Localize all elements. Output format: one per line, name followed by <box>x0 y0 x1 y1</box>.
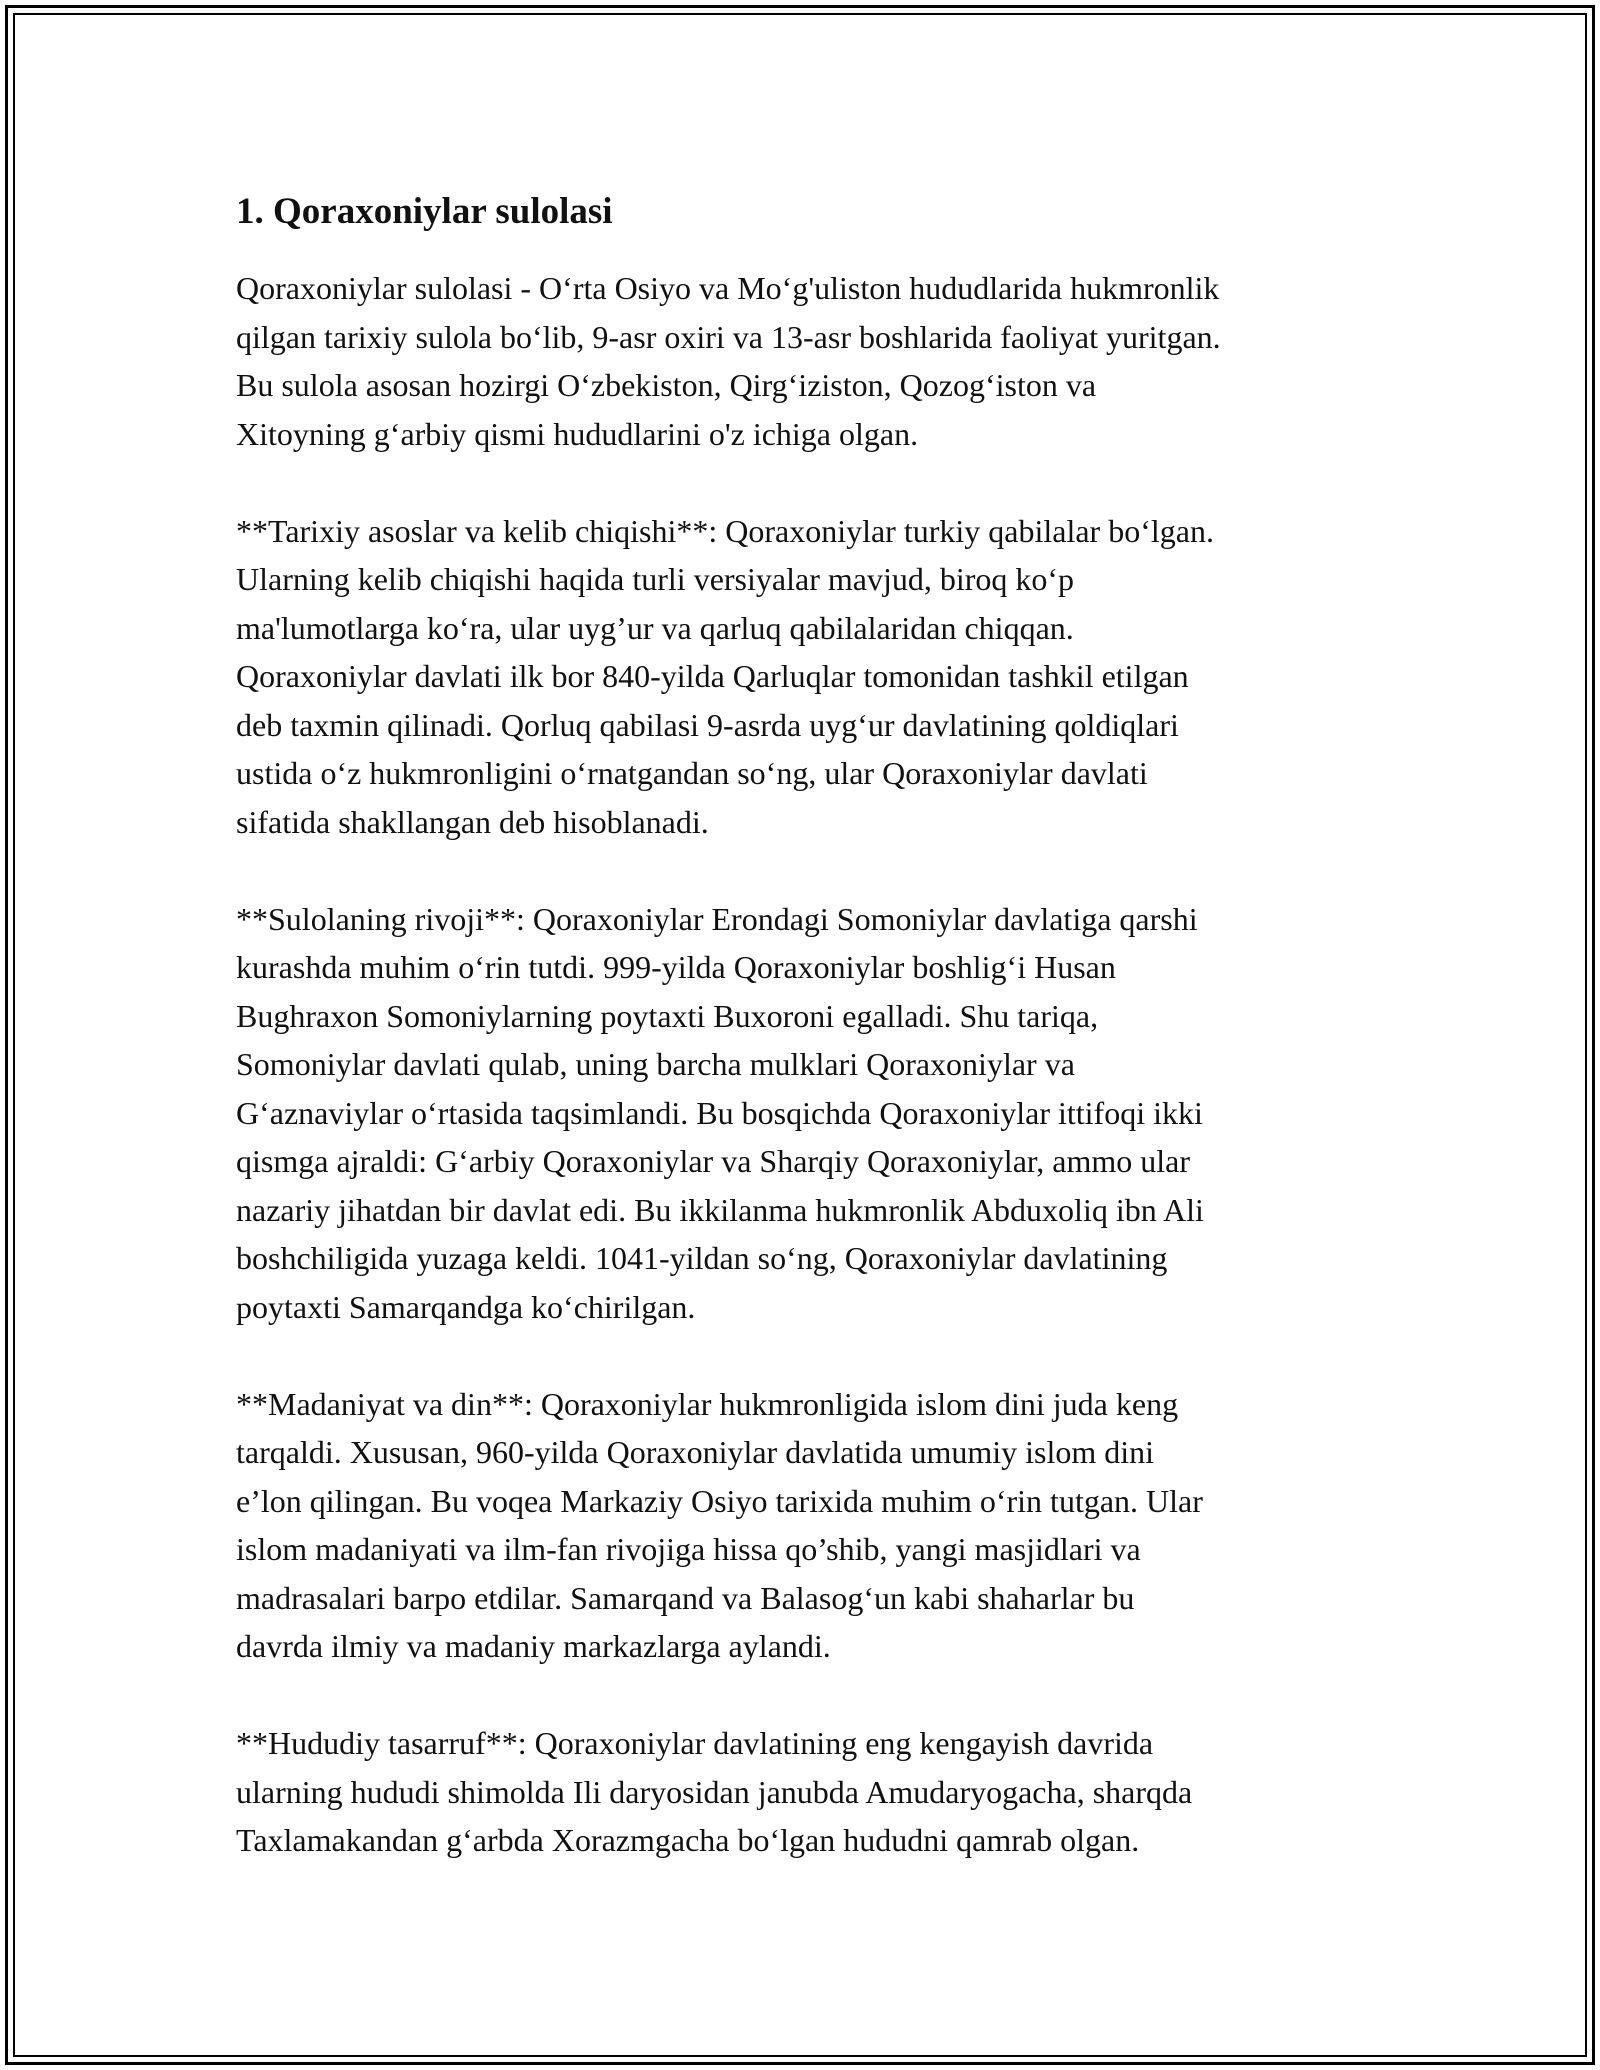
text-line: kurashda muhim o‘rin tutdi. 999-yilda Qoraxoniylar boshlig‘i Husan <box>236 949 1116 985</box>
text-line: Taxlamakandan g‘arbda Xorazmgacha bo‘lgan hududni qamrab olgan. <box>236 1822 1140 1858</box>
paragraph-culture-religion <box>236 1380 1386 1671</box>
paragraph-territory <box>236 1719 1386 1865</box>
text-line: islom madaniyati va ilm-fan rivojiga hissa qo’shib, yangi masjidlari va <box>236 1531 1141 1567</box>
text-line: qismga ajraldi: G‘arbiy Qoraxoniylar va Sharqiy Qoraxoniylar, ammo ular <box>236 1143 1190 1179</box>
text-line: deb taxmin qilinadi. Qorluq qabilasi 9-asrda uyg‘ur davlatining qoldiqlari <box>236 706 1179 743</box>
text-line: davrda ilmiy va madaniy markazlarga aylandi. <box>236 1628 831 1664</box>
text-line: Qoraxoniylar davlati ilk bor 840-yilda Qarluqlar tomonidan tashkil etilgan <box>236 658 1189 694</box>
text-line: qilgan tarixiy sulola bo‘lib, 9-asr oxiri va 13-asr boshlarida faoliyat yuritgan. <box>236 318 1221 355</box>
text-line: Bughraxon Somoniylarning poytaxti Buxoroni egalladi. Shu tariqa, <box>236 997 1099 1034</box>
document-body <box>236 180 1386 1913</box>
document-title: 1. Qoraxoniylar sulolasi <box>236 191 613 232</box>
paragraph-development <box>236 895 1386 1332</box>
text-line: **Tarixiy asoslar va kelib chiqishi**: Qoraxoniylar turkiy qabilalar bo‘lgan. <box>236 512 1214 549</box>
text-line: **Madaniyat va din**: Qoraxoniylar hukmronligida islom dini juda keng <box>236 1385 1179 1422</box>
text-line: sifatida shakllangan deb hisoblanadi. <box>236 803 709 840</box>
paragraph-origins <box>236 507 1386 847</box>
paragraph-intro <box>236 264 1386 458</box>
text-line: Somoniylar davlati qulab, uning barcha mulklari Qoraxoniylar va <box>236 1046 1075 1082</box>
text-line: Xitoyning g‘arbiy qismi hududlarini o'z ichiga olgan. <box>236 415 919 452</box>
text-line: e’lon qilingan. Bu voqea Markaziy Osiyo tarixida muhim o‘rin tutgan. Ular <box>236 1482 1203 1519</box>
text-line: tarqaldi. Xususan, 960-yilda Qoraxoniylar davlatida umumiy islom dini <box>236 1434 1155 1470</box>
text-line: poytaxti Samarqandga ko‘chirilgan. <box>236 1288 696 1325</box>
text-line: ularning hududi shimolda Ili daryosidan janubda Amudaryogacha, sharqda <box>236 1773 1193 1810</box>
text-line: **Hududiy tasarruf**: Qoraxoniylar davlatining eng kengayish davrida <box>236 1725 1154 1761</box>
text-line: Ularning kelib chiqishi haqida turli versiyalar mavjud, biroq ko‘p <box>236 561 1075 597</box>
text-line: Qoraxoniylar sulolasi - O‘rta Osiyo va Mo‘g'uliston hududlarida hukmronlik <box>236 270 1220 306</box>
text-line: G‘aznaviylar o‘rtasida taqsimlandi. Bu bosqichda Qoraxoniylar ittifoqi ikki <box>236 1094 1203 1131</box>
text-line: **Sulolaning rivoji**: Qoraxoniylar Erondagi Somoniylar davlatiga qarshi <box>236 900 1198 937</box>
text-line: Bu sulola asosan hozirgi O‘zbekiston, Qirg‘iziston, Qozog‘iston va <box>236 367 1097 403</box>
text-line: nazariy jihatdan bir davlat edi. Bu ikkilanma hukmronlik Abduxoliq ibn Ali <box>236 1191 1204 1228</box>
text-line: madrasalari barpo etdilar. Samarqand va Balasog‘un kabi shaharlar bu <box>236 1579 1135 1616</box>
text-line: ma'lumotlarga ko‘ra, ular uyg’ur va qarluq qabilalaridan chiqqan. <box>236 609 1074 646</box>
text-line: ustida o‘z hukmronligini o‘rnatgandan so‘ng, ular Qoraxoniylar davlati <box>236 755 1148 791</box>
text-line: boshchiligida yuzaga keldi. 1041-yildan so‘ng, Qoraxoniylar davlatining <box>236 1240 1168 1276</box>
